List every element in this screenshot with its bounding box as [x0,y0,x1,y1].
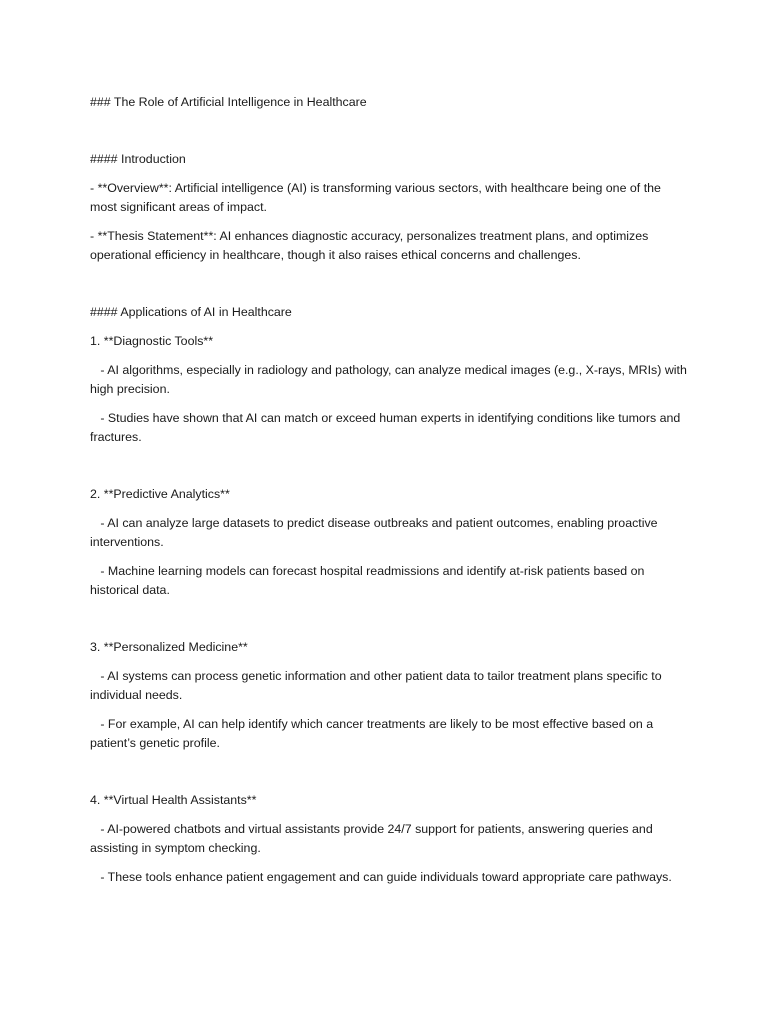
item-3-bullet-1: - AI systems can process genetic information and other patient data to tailor treatment plans specific to individual needs. [90,669,666,702]
item-4-bullet-1: - AI-powered chatbots and virtual assistants provide 24/7 support for patients, answering queries and assisting in symptom checking. [90,822,657,855]
item-1-bullet-1: - AI algorithms, especially in radiology and pathology, can analyze medical images (e.g., X-rays, MRIs) with high precision. [90,363,691,396]
intro-thesis: - **Thesis Statement**: AI enhances diagnostic accuracy, personalizes treatment plans, and optimizes operational efficiency in healthcare, though it also raises ethical concerns and challenges. [90,229,652,262]
item-2-title: 2. **Predictive Analytics** [90,487,230,501]
intro-overview: - **Overview**: Artificial intelligence (AI) is transforming various sectors, with healthcare being one of the most significant areas of impact. [90,181,665,214]
intro-heading: #### Introduction [90,152,186,166]
item-4-title: 4. **Virtual Health Assistants** [90,793,257,807]
item-3-title: 3. **Personalized Medicine** [90,640,248,654]
document-content [90,93,690,887]
item-4-bullet-2: - These tools enhance patient engagement and can guide individuals toward appropriate care pathways. [90,870,672,884]
item-3-bullet-2: - For example, AI can help identify which cancer treatments are likely to be most effective based on a patient’s genetic profile. [90,717,657,750]
item-1-bullet-2: - Studies have shown that AI can match or exceed human experts in identifying conditions like tumors and fractures. [90,411,684,444]
document-title: ### The Role of Artificial Intelligence in Healthcare [90,95,367,109]
item-2-bullet-2: - Machine learning models can forecast hospital readmissions and identify at-risk patients based on historical data. [90,564,648,597]
item-2-bullet-1: - AI can analyze large datasets to predict disease outbreaks and patient outcomes, enabling proactive interventions. [90,516,662,549]
applications-heading: #### Applications of AI in Healthcare [90,305,292,319]
item-1-title: 1. **Diagnostic Tools** [90,334,214,348]
